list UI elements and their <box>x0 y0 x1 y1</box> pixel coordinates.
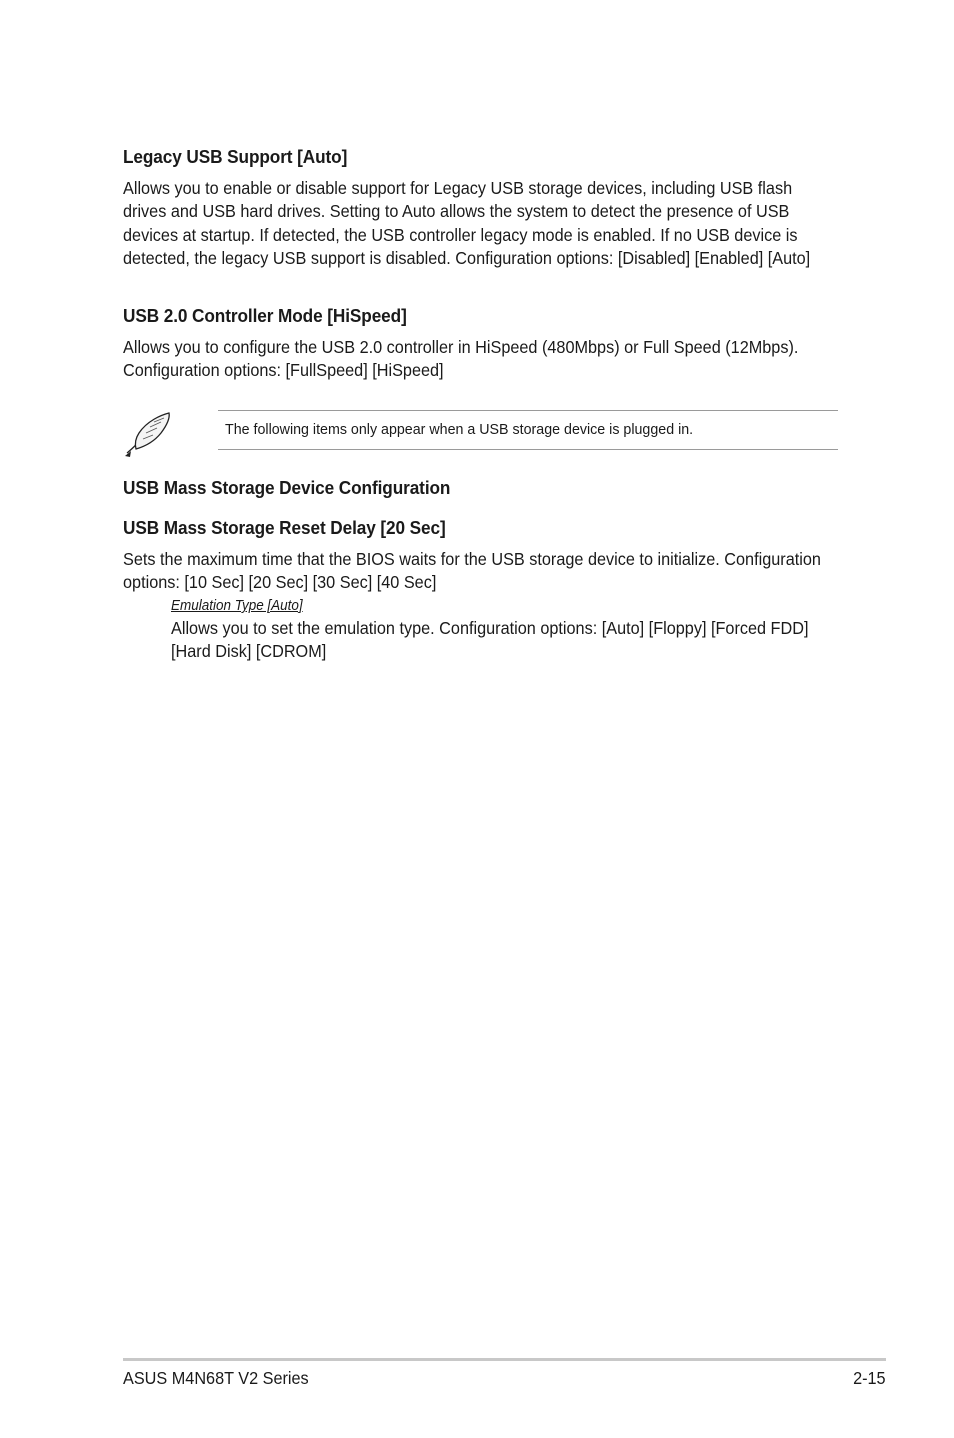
note-box <box>123 405 838 457</box>
feather-pen-icon <box>123 409 175 461</box>
legacy-usb-support-description: Allows you to enable or disable support for Legacy USB storage devices, including USB flash drives and USB hard drives. Setting to Auto allows the system to detect the presence of USB devices at startup. If detected, the USB controller legacy mode is enabled. If no USB device is detected, the legacy USB support is disabled. Configuration options: [Disabled] [Enabled] [Auto] <box>123 178 811 268</box>
emulation-type-description: Allows you to set the emulation type. Configuration options: [Auto] [Floppy] [Forced FDD] [Hard Disk] [CDROM] <box>171 618 809 662</box>
reset-delay-description: Sets the maximum time that the BIOS waits for the USB storage device to initialize. Configuration options: [10 Sec] [20 Sec] [30 Sec] [40 Sec] <box>123 549 821 593</box>
footer-divider <box>123 1358 886 1361</box>
note-bottom-divider <box>218 449 838 450</box>
reset-delay-heading: USB Mass Storage Reset Delay [20 Sec] <box>123 517 446 538</box>
note-top-divider <box>218 410 838 411</box>
footer-page-number: 2-15 <box>853 1368 886 1388</box>
emulation-type-heading: Emulation Type [Auto] <box>171 598 303 614</box>
footer-product-name: ASUS M4N68T V2 Series <box>123 1368 309 1388</box>
usb-controller-mode-heading: USB 2.0 Controller Mode [HiSpeed] <box>123 305 407 326</box>
mass-storage-config-heading: USB Mass Storage Device Configuration <box>123 477 451 498</box>
note-text: The following items only appear when a USB storage device is plugged in. <box>225 421 694 438</box>
legacy-usb-support-heading: Legacy USB Support [Auto] <box>123 146 348 167</box>
usb-controller-mode-description: Allows you to configure the USB 2.0 controller in HiSpeed (480Mbps) or Full Speed (12Mbps). Configuration options: [FullSpeed] [HiSpeed] <box>123 337 799 381</box>
